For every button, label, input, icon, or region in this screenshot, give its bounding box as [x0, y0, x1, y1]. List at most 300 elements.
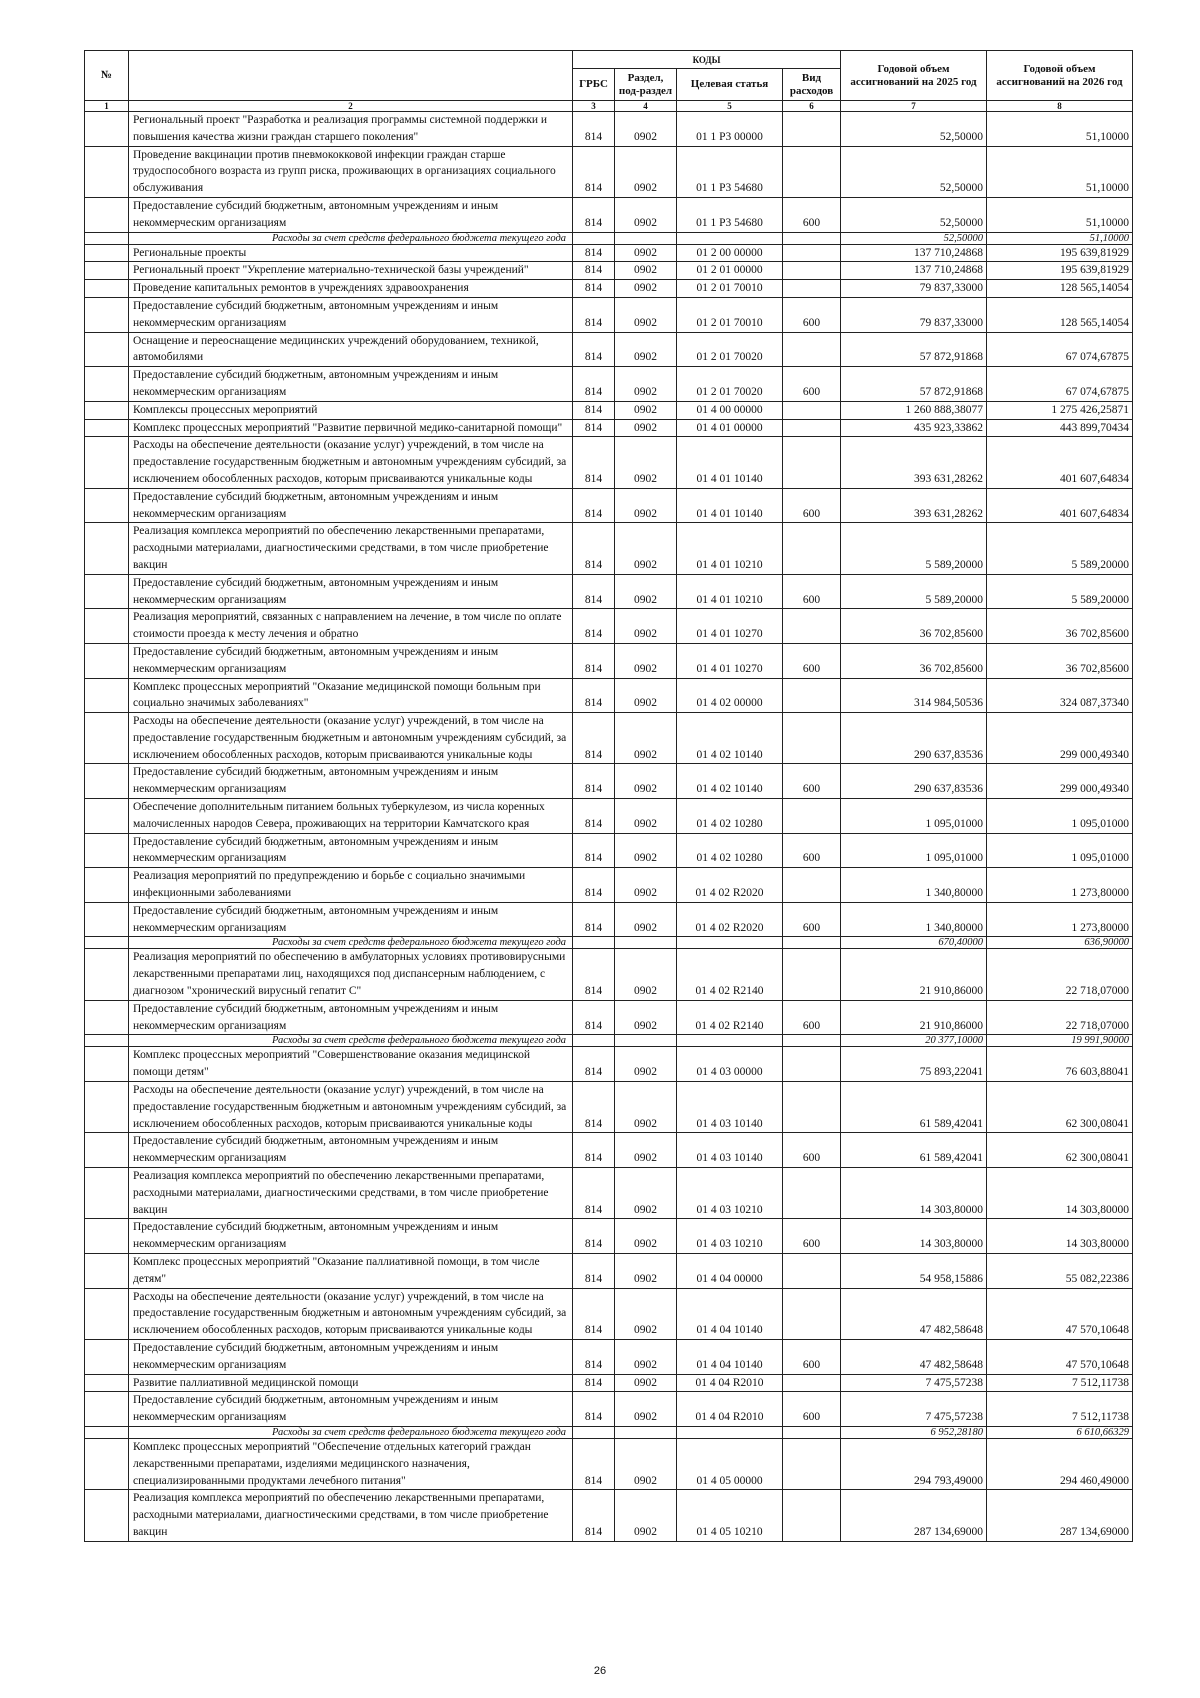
table-row — [85, 833, 1133, 868]
cell-no — [85, 1438, 129, 1489]
cell-grbs: 814 — [573, 1047, 615, 1082]
cell-year-2025: 294 793,49000 — [841, 1438, 987, 1489]
cell-description: Оснащение и переоснащение медицинских учреждений оборудованием, техникой, автомобилями — [129, 332, 573, 367]
cell-no — [85, 1035, 129, 1047]
cell-no — [85, 1133, 129, 1168]
table-row — [85, 643, 1133, 678]
cell-grbs: 814 — [573, 197, 615, 232]
cell-tselevaya: 01 4 01 10270 — [677, 643, 783, 678]
cell-razdel: 0902 — [615, 401, 677, 419]
cell-year-2026: 299 000,49340 — [987, 713, 1133, 764]
colnum-7: 7 — [841, 101, 987, 112]
table-row — [85, 1339, 1133, 1374]
cell-description: Предоставление субсидий бюджетным, автономным учреждениям и иным некоммерческим организациям — [129, 833, 573, 868]
cell-razdel: 0902 — [615, 1168, 677, 1219]
cell-grbs: 814 — [573, 1288, 615, 1339]
table-row — [85, 419, 1133, 437]
cell-vid — [783, 1168, 841, 1219]
cell-no — [85, 1426, 129, 1438]
cell-description: Реализация мероприятий, связанных с направлением на лечение, в том числе по оплате стоимости проезда к месту лечения и обратно — [129, 609, 573, 644]
cell-year-2025: 5 589,20000 — [841, 523, 987, 574]
cell-grbs: 814 — [573, 112, 615, 147]
cell-razdel: 0902 — [615, 902, 677, 937]
cell-no — [85, 764, 129, 799]
cell-grbs — [573, 1035, 615, 1047]
cell-razdel: 0902 — [615, 1374, 677, 1392]
cell-razdel — [615, 937, 677, 949]
cell-no — [85, 1168, 129, 1219]
cell-description: Предоставление субсидий бюджетным, автономным учреждениям и иным некоммерческим организациям — [129, 1133, 573, 1168]
cell-year-2026: 51,10000 — [987, 197, 1133, 232]
table-row — [85, 262, 1133, 280]
cell-razdel: 0902 — [615, 1254, 677, 1289]
cell-description: Комплекс процессных мероприятий "Оказание медицинской помощи больным при социально значимых заболеваниях" — [129, 678, 573, 713]
cell-tselevaya: 01 2 01 70010 — [677, 280, 783, 298]
cell-year-2025: 290 637,83536 — [841, 713, 987, 764]
cell-tselevaya: 01 4 04 10140 — [677, 1339, 783, 1374]
cell-grbs: 814 — [573, 1438, 615, 1489]
cell-no — [85, 367, 129, 402]
cell-no — [85, 868, 129, 903]
federal-budget-row — [85, 937, 1133, 949]
cell-grbs — [573, 232, 615, 244]
table-row — [85, 1082, 1133, 1133]
cell-description: Предоставление субсидий бюджетным, автономным учреждениям и иным некоммерческим организациям — [129, 488, 573, 523]
cell-grbs: 814 — [573, 1168, 615, 1219]
cell-year-2026: 5 589,20000 — [987, 523, 1133, 574]
cell-no — [85, 1000, 129, 1035]
cell-tselevaya: 01 4 01 00000 — [677, 419, 783, 437]
cell-no — [85, 1219, 129, 1254]
cell-vid: 600 — [783, 367, 841, 402]
cell-year-2025: 6 952,28180 — [841, 1426, 987, 1438]
cell-razdel — [615, 1426, 677, 1438]
cell-razdel: 0902 — [615, 332, 677, 367]
cell-grbs: 814 — [573, 297, 615, 332]
cell-razdel: 0902 — [615, 799, 677, 834]
cell-year-2026: 128 565,14054 — [987, 280, 1133, 298]
cell-razdel: 0902 — [615, 1438, 677, 1489]
cell-grbs: 814 — [573, 609, 615, 644]
cell-year-2025: 137 710,24868 — [841, 262, 987, 280]
cell-description: Развитие паллиативной медицинской помощи — [129, 1374, 573, 1392]
cell-year-2026: 1 273,80000 — [987, 902, 1133, 937]
cell-razdel: 0902 — [615, 678, 677, 713]
cell-year-2026: 51,10000 — [987, 112, 1133, 147]
cell-year-2025: 137 710,24868 — [841, 244, 987, 262]
cell-description: Проведение вакцинации против пневмококковой инфекции граждан старше трудоспособного возраста из групп риска, проживающих в организациях социального обслуживания — [129, 146, 573, 197]
table-row — [85, 197, 1133, 232]
cell-description: Предоставление субсидий бюджетным, автономным учреждениям и иным некоммерческим организациям — [129, 1219, 573, 1254]
header-no: № — [85, 51, 129, 101]
table-row — [85, 488, 1133, 523]
cell-vid — [783, 949, 841, 1000]
cell-description: Региональный проект "Разработка и реализация программы системной поддержки и повышения качества жизни граждан старшего поколения" — [129, 112, 573, 147]
cell-no — [85, 833, 129, 868]
cell-no — [85, 112, 129, 147]
cell-no — [85, 488, 129, 523]
cell-vid — [783, 1288, 841, 1339]
cell-grbs: 814 — [573, 1490, 615, 1541]
table-row — [85, 1133, 1133, 1168]
cell-description: Комплекс процессных мероприятий "Обеспечение отдельных категорий граждан лекарственными препаратами, изделиями медицинского назначения, специализированными продуктами лечебного питания" — [129, 1438, 573, 1489]
cell-year-2026: 1 095,01000 — [987, 799, 1133, 834]
cell-razdel: 0902 — [615, 574, 677, 609]
cell-year-2026: 62 300,08041 — [987, 1082, 1133, 1133]
cell-year-2025: 7 475,57238 — [841, 1374, 987, 1392]
table-row — [85, 574, 1133, 609]
cell-razdel: 0902 — [615, 419, 677, 437]
cell-tselevaya: 01 4 01 10210 — [677, 574, 783, 609]
cell-grbs: 814 — [573, 1339, 615, 1374]
colnum-4: 4 — [615, 101, 677, 112]
table-row — [85, 1219, 1133, 1254]
cell-vid — [783, 609, 841, 644]
cell-year-2026: 19 991,90000 — [987, 1035, 1133, 1047]
cell-year-2025: 1 095,01000 — [841, 833, 987, 868]
cell-tselevaya: 01 4 04 R2010 — [677, 1392, 783, 1427]
cell-no — [85, 332, 129, 367]
cell-no — [85, 1082, 129, 1133]
cell-vid: 600 — [783, 833, 841, 868]
cell-year-2025: 314 984,50536 — [841, 678, 987, 713]
table-row — [85, 1288, 1133, 1339]
header-tselevaya: Целевая статья — [677, 69, 783, 101]
cell-year-2025: 1 340,80000 — [841, 902, 987, 937]
cell-razdel: 0902 — [615, 112, 677, 147]
cell-vid: 600 — [783, 1339, 841, 1374]
cell-grbs: 814 — [573, 902, 615, 937]
cell-description: Предоставление субсидий бюджетным, автономным учреждениям и иным некоммерческим организациям — [129, 197, 573, 232]
cell-razdel: 0902 — [615, 262, 677, 280]
cell-razdel: 0902 — [615, 1339, 677, 1374]
cell-razdel: 0902 — [615, 197, 677, 232]
cell-razdel: 0902 — [615, 1219, 677, 1254]
cell-year-2025: 670,40000 — [841, 937, 987, 949]
cell-year-2025: 7 475,57238 — [841, 1392, 987, 1427]
cell-tselevaya: 01 4 01 10270 — [677, 609, 783, 644]
cell-year-2025: 435 923,33862 — [841, 419, 987, 437]
cell-year-2025: 61 589,42041 — [841, 1082, 987, 1133]
table-row — [85, 1374, 1133, 1392]
cell-year-2025: 52,50000 — [841, 112, 987, 147]
cell-year-2025: 1 340,80000 — [841, 868, 987, 903]
cell-tselevaya: 01 4 02 R2020 — [677, 902, 783, 937]
cell-vid — [783, 713, 841, 764]
cell-tselevaya — [677, 232, 783, 244]
cell-grbs: 814 — [573, 332, 615, 367]
cell-year-2026: 51,10000 — [987, 146, 1133, 197]
cell-no — [85, 609, 129, 644]
table-row — [85, 678, 1133, 713]
table-row — [85, 609, 1133, 644]
cell-razdel: 0902 — [615, 1288, 677, 1339]
cell-tselevaya: 01 4 01 10140 — [677, 437, 783, 488]
cell-razdel — [615, 1035, 677, 1047]
cell-vid: 600 — [783, 1219, 841, 1254]
cell-year-2025: 79 837,33000 — [841, 297, 987, 332]
cell-vid — [783, 937, 841, 949]
cell-tselevaya: 01 4 03 10210 — [677, 1219, 783, 1254]
colnum-8: 8 — [987, 101, 1133, 112]
cell-year-2026: 62 300,08041 — [987, 1133, 1133, 1168]
cell-tselevaya: 01 4 03 00000 — [677, 1047, 783, 1082]
cell-grbs: 814 — [573, 488, 615, 523]
cell-year-2025: 79 837,33000 — [841, 280, 987, 298]
cell-year-2025: 287 134,69000 — [841, 1490, 987, 1541]
cell-vid — [783, 1438, 841, 1489]
table-row — [85, 1000, 1133, 1035]
cell-grbs: 814 — [573, 1392, 615, 1427]
cell-tselevaya: 01 4 03 10210 — [677, 1168, 783, 1219]
cell-year-2026: 67 074,67875 — [987, 332, 1133, 367]
cell-year-2025: 20 377,10000 — [841, 1035, 987, 1047]
header-grbs: ГРБС — [573, 69, 615, 101]
cell-vid — [783, 280, 841, 298]
cell-vid: 600 — [783, 1392, 841, 1427]
cell-no — [85, 902, 129, 937]
cell-vid — [783, 244, 841, 262]
cell-tselevaya: 01 1 P3 00000 — [677, 112, 783, 147]
cell-no — [85, 1374, 129, 1392]
cell-no — [85, 937, 129, 949]
cell-razdel: 0902 — [615, 1082, 677, 1133]
cell-grbs: 814 — [573, 833, 615, 868]
cell-vid — [783, 146, 841, 197]
cell-year-2025: 1 095,01000 — [841, 799, 987, 834]
cell-description: Расходы за счет средств федерального бюджета текущего года — [129, 1426, 573, 1438]
cell-year-2025: 36 702,85600 — [841, 609, 987, 644]
cell-vid — [783, 419, 841, 437]
table-row — [85, 244, 1133, 262]
cell-grbs: 814 — [573, 262, 615, 280]
cell-tselevaya: 01 4 01 10140 — [677, 488, 783, 523]
cell-razdel: 0902 — [615, 643, 677, 678]
cell-grbs: 814 — [573, 280, 615, 298]
cell-no — [85, 437, 129, 488]
header-description — [129, 51, 573, 101]
colnum-3: 3 — [573, 101, 615, 112]
cell-year-2026: 7 512,11738 — [987, 1374, 1133, 1392]
cell-tselevaya — [677, 937, 783, 949]
header-razdel: Раздел, под-раздел — [615, 69, 677, 101]
cell-no — [85, 419, 129, 437]
colnum-6: 6 — [783, 101, 841, 112]
cell-grbs: 814 — [573, 523, 615, 574]
table-row — [85, 280, 1133, 298]
cell-vid — [783, 868, 841, 903]
cell-tselevaya: 01 2 01 70020 — [677, 332, 783, 367]
cell-description: Расходы за счет средств федерального бюджета текущего года — [129, 937, 573, 949]
cell-year-2025: 21 910,86000 — [841, 1000, 987, 1035]
cell-no — [85, 232, 129, 244]
cell-vid: 600 — [783, 902, 841, 937]
cell-year-2026: 401 607,64834 — [987, 488, 1133, 523]
cell-description: Предоставление субсидий бюджетным, автономным учреждениям и иным некоммерческим организациям — [129, 764, 573, 799]
cell-vid — [783, 1426, 841, 1438]
cell-vid — [783, 262, 841, 280]
cell-year-2026: 636,90000 — [987, 937, 1133, 949]
cell-razdel: 0902 — [615, 523, 677, 574]
cell-grbs: 814 — [573, 1000, 615, 1035]
table-row — [85, 902, 1133, 937]
cell-description: Комплекс процессных мероприятий "Развитие первичной медико-санитарной помощи" — [129, 419, 573, 437]
cell-tselevaya — [677, 1426, 783, 1438]
cell-no — [85, 713, 129, 764]
cell-vid — [783, 1035, 841, 1047]
cell-tselevaya: 01 4 04 10140 — [677, 1288, 783, 1339]
cell-tselevaya: 01 4 03 10140 — [677, 1133, 783, 1168]
cell-no — [85, 197, 129, 232]
cell-year-2026: 324 087,37340 — [987, 678, 1133, 713]
cell-no — [85, 949, 129, 1000]
cell-vid — [783, 678, 841, 713]
cell-tselevaya: 01 2 01 70020 — [677, 367, 783, 402]
cell-year-2025: 14 303,80000 — [841, 1219, 987, 1254]
cell-description: Предоставление субсидий бюджетным, автономным учреждениям и иным некоммерческим организациям — [129, 297, 573, 332]
cell-grbs: 814 — [573, 437, 615, 488]
cell-no — [85, 1490, 129, 1541]
cell-vid — [783, 437, 841, 488]
cell-tselevaya: 01 4 05 10210 — [677, 1490, 783, 1541]
cell-no — [85, 280, 129, 298]
table-row — [85, 401, 1133, 419]
cell-description: Расходы на обеспечение деятельности (оказание услуг) учреждений, в том числе на предоставление государственным бюджетным и автономным учреждениям субсидий, за исключением обособленных расходов, которым присваиваются уникальные коды — [129, 437, 573, 488]
cell-year-2025: 52,50000 — [841, 197, 987, 232]
cell-tselevaya: 01 4 02 10280 — [677, 799, 783, 834]
cell-razdel: 0902 — [615, 437, 677, 488]
cell-description: Реализация мероприятий по обеспечению в амбулаторных условиях противовирусными лекарственными препаратами лиц, находящихся под диспансерным наблюдением, с диагнозом "хронический вирусный гепатит С" — [129, 949, 573, 1000]
cell-grbs: 814 — [573, 678, 615, 713]
cell-vid — [783, 332, 841, 367]
cell-year-2026: 195 639,81929 — [987, 244, 1133, 262]
cell-razdel: 0902 — [615, 609, 677, 644]
cell-description: Региональные проекты — [129, 244, 573, 262]
cell-razdel: 0902 — [615, 244, 677, 262]
cell-description: Предоставление субсидий бюджетным, автономным учреждениям и иным некоммерческим организациям — [129, 1000, 573, 1035]
cell-year-2025: 52,50000 — [841, 232, 987, 244]
table-row — [85, 949, 1133, 1000]
cell-razdel: 0902 — [615, 1392, 677, 1427]
cell-year-2025: 57 872,91868 — [841, 332, 987, 367]
cell-description: Комплекс процессных мероприятий "Совершенствование оказания медицинской помощи детям" — [129, 1047, 573, 1082]
table-row — [85, 764, 1133, 799]
cell-description: Расходы на обеспечение деятельности (оказание услуг) учреждений, в том числе на предоставление государственным бюджетным и автономным учреждениям субсидий, за исключением обособленных расходов, которым присваиваются уникальные коды — [129, 713, 573, 764]
header-year-2026: Годовой объем ассигнований на 2026 год — [987, 51, 1133, 101]
cell-vid — [783, 523, 841, 574]
table-row — [85, 523, 1133, 574]
cell-vid: 600 — [783, 297, 841, 332]
cell-description: Расходы на обеспечение деятельности (оказание услуг) учреждений, в том числе на предоставление государственным бюджетным и автономным учреждениям субсидий, за исключением обособленных расходов, которым присваиваются уникальные коды — [129, 1082, 573, 1133]
cell-grbs: 814 — [573, 401, 615, 419]
cell-description: Реализация комплекса мероприятий по обеспечению лекарственными препаратами, расходными материалами, диагностическими средствами, в том числе приобретение вакцин — [129, 1168, 573, 1219]
cell-tselevaya: 01 4 02 R2020 — [677, 868, 783, 903]
cell-tselevaya: 01 1 P3 54680 — [677, 146, 783, 197]
cell-year-2025: 5 589,20000 — [841, 574, 987, 609]
cell-description: Предоставление субсидий бюджетным, автономным учреждениям и иным некоммерческим организациям — [129, 574, 573, 609]
cell-no — [85, 678, 129, 713]
budget-table-sheet — [84, 50, 1132, 1542]
cell-tselevaya: 01 4 02 R2140 — [677, 949, 783, 1000]
cell-description: Реализация комплекса мероприятий по обеспечению лекарственными препаратами, расходными материалами, диагностическими средствами, в том числе приобретение вакцин — [129, 523, 573, 574]
cell-grbs: 814 — [573, 244, 615, 262]
cell-vid: 600 — [783, 488, 841, 523]
cell-year-2025: 14 303,80000 — [841, 1168, 987, 1219]
cell-razdel: 0902 — [615, 1047, 677, 1082]
cell-tselevaya: 01 4 04 00000 — [677, 1254, 783, 1289]
cell-year-2025: 21 910,86000 — [841, 949, 987, 1000]
cell-year-2026: 36 702,85600 — [987, 643, 1133, 678]
cell-year-2025: 36 702,85600 — [841, 643, 987, 678]
cell-tselevaya: 01 4 02 R2140 — [677, 1000, 783, 1035]
cell-year-2025: 393 631,28262 — [841, 437, 987, 488]
table-row — [85, 1254, 1133, 1289]
cell-tselevaya: 01 4 00 00000 — [677, 401, 783, 419]
cell-razdel: 0902 — [615, 280, 677, 298]
cell-grbs: 814 — [573, 1254, 615, 1289]
cell-year-2026: 1 095,01000 — [987, 833, 1133, 868]
cell-tselevaya: 01 2 00 00000 — [677, 244, 783, 262]
cell-description: Региональный проект "Укрепление материально-технической базы учреждений" — [129, 262, 573, 280]
cell-razdel: 0902 — [615, 1490, 677, 1541]
table-row — [85, 799, 1133, 834]
cell-year-2026: 14 303,80000 — [987, 1168, 1133, 1219]
cell-vid: 600 — [783, 643, 841, 678]
cell-description: Расходы за счет средств федерального бюджета текущего года — [129, 1035, 573, 1047]
table-row — [85, 1168, 1133, 1219]
cell-razdel: 0902 — [615, 868, 677, 903]
cell-tselevaya: 01 1 P3 54680 — [677, 197, 783, 232]
cell-tselevaya: 01 4 05 00000 — [677, 1438, 783, 1489]
cell-year-2025: 47 482,58648 — [841, 1288, 987, 1339]
cell-description: Реализация мероприятий по предупреждению и борьбе с социально значимыми инфекционными заболеваниями — [129, 868, 573, 903]
cell-no — [85, 297, 129, 332]
cell-description: Комплекс процессных мероприятий "Оказание паллиативной помощи, в том числе детям" — [129, 1254, 573, 1289]
cell-vid — [783, 1254, 841, 1289]
cell-description: Расходы за счет средств федерального бюджета текущего года — [129, 232, 573, 244]
cell-year-2025: 393 631,28262 — [841, 488, 987, 523]
table-row — [85, 713, 1133, 764]
cell-year-2025: 1 260 888,38077 — [841, 401, 987, 419]
cell-tselevaya: 01 4 04 R2010 — [677, 1374, 783, 1392]
cell-description: Обеспечение дополнительным питанием больных туберкулезом, из числа коренных малочисленных народов Севера, проживающих на территории Камчатского края — [129, 799, 573, 834]
cell-grbs: 814 — [573, 868, 615, 903]
cell-year-2025: 290 637,83536 — [841, 764, 987, 799]
cell-year-2026: 22 718,07000 — [987, 1000, 1133, 1035]
cell-grbs: 814 — [573, 1219, 615, 1254]
colnum-1: 1 — [85, 101, 129, 112]
cell-year-2026: 14 303,80000 — [987, 1219, 1133, 1254]
cell-no — [85, 799, 129, 834]
cell-grbs: 814 — [573, 574, 615, 609]
cell-razdel: 0902 — [615, 367, 677, 402]
cell-vid — [783, 112, 841, 147]
cell-grbs: 814 — [573, 799, 615, 834]
cell-vid — [783, 401, 841, 419]
cell-razdel: 0902 — [615, 297, 677, 332]
cell-description: Предоставление субсидий бюджетным, автономным учреждениям и иным некоммерческим организациям — [129, 902, 573, 937]
cell-year-2025: 75 893,22041 — [841, 1047, 987, 1082]
cell-tselevaya: 01 4 02 10280 — [677, 833, 783, 868]
cell-year-2026: 443 899,70434 — [987, 419, 1133, 437]
colnum-2: 2 — [129, 101, 573, 112]
cell-year-2026: 1 275 426,25871 — [987, 401, 1133, 419]
cell-tselevaya: 01 4 03 10140 — [677, 1082, 783, 1133]
cell-year-2026: 55 082,22386 — [987, 1254, 1133, 1289]
cell-vid — [783, 1047, 841, 1082]
cell-vid: 600 — [783, 1000, 841, 1035]
cell-no — [85, 1047, 129, 1082]
